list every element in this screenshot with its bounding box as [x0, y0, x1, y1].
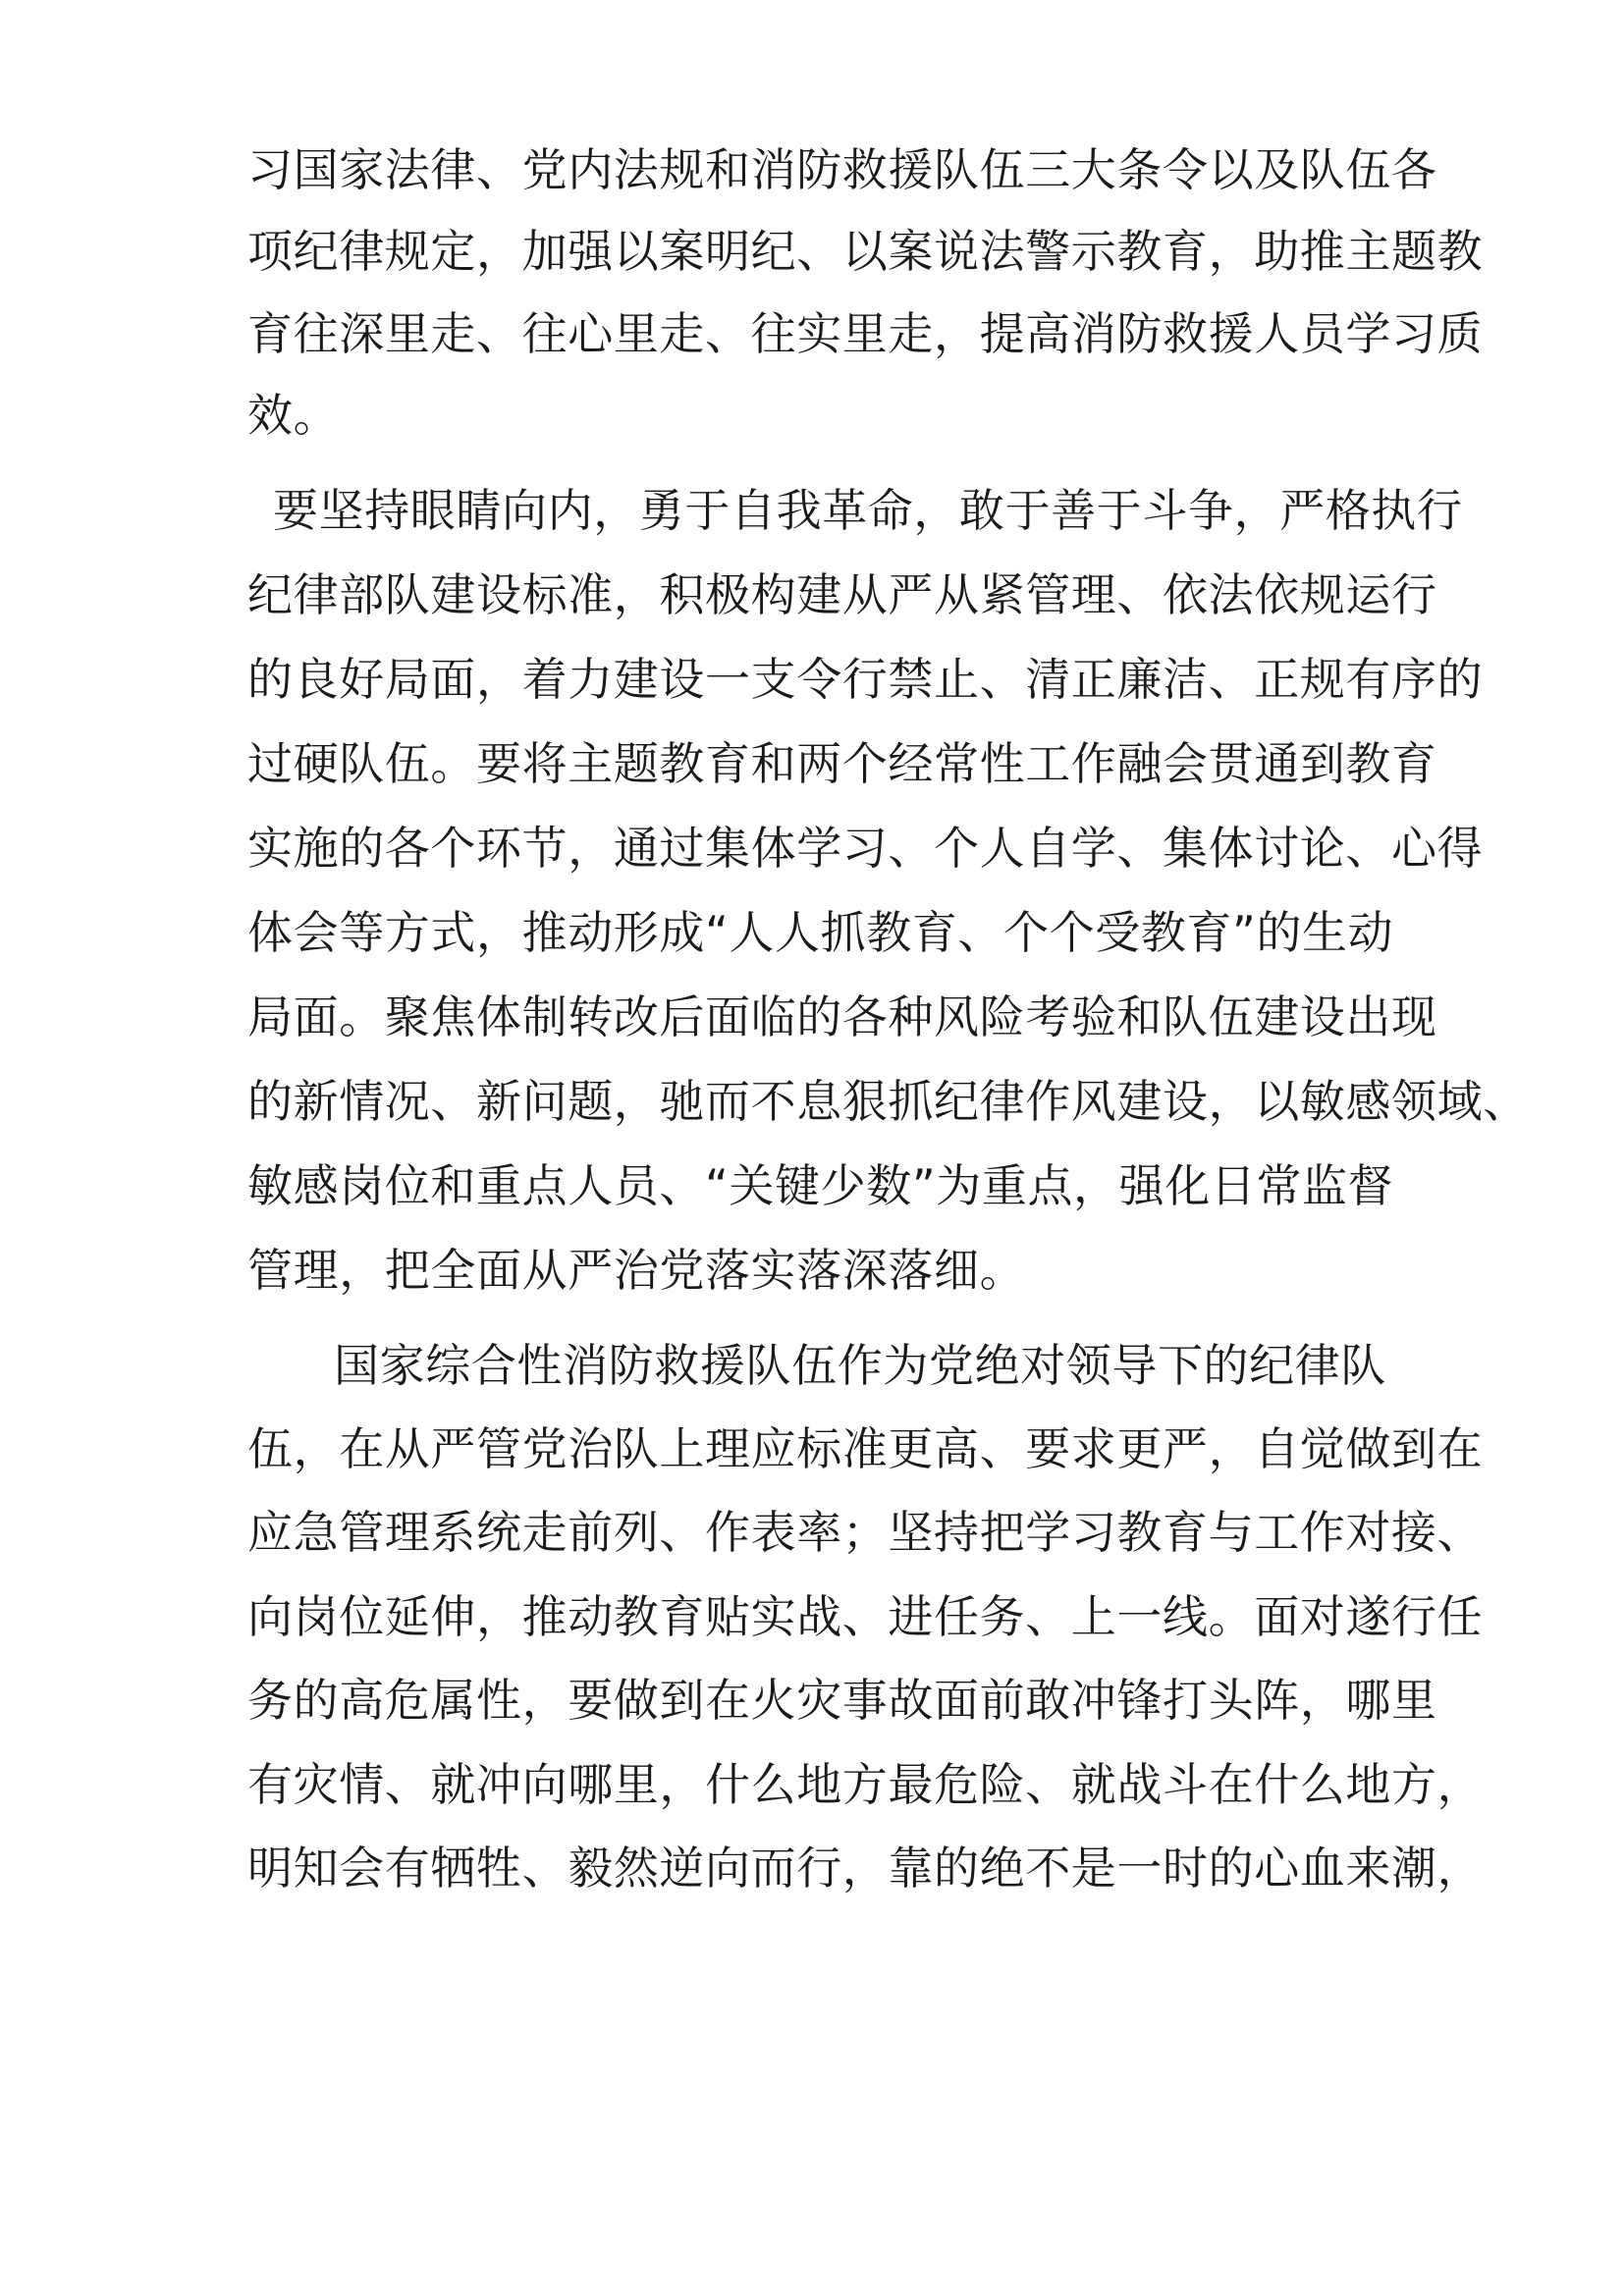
paragraph-2-line-2: 纪律部队建设标准，积极构建从严从紧管理、依法依规运行 [247, 568, 1437, 621]
paragraph-2-line-4: 过硬队伍。要将主题教育和两个经常性工作融会贯通到教育 [247, 737, 1437, 790]
paragraph-2-line-7: 局面。聚焦体制转改后面临的各种风险考验和队伍建设出现 [247, 990, 1437, 1043]
paragraph-1-line-1: 习国家法律、党内法规和消防救援队伍三大条令以及队伍各 [247, 143, 1437, 196]
paragraph-2-line-5: 实施的各个环节，通过集体学习、个人自学、集体讨论、心得 [247, 822, 1484, 875]
paragraph-3-line-6: 有灾情、就冲向哪里，什么地方最危险、就战斗在什么地方， [247, 1758, 1484, 1811]
paragraph-2-line-6: 体会等方式，推动形成“人人抓教育、个个受教育”的生动 [247, 906, 1394, 959]
paragraph-2-line-3: 的良好局面，着力建设一支令行禁止、清正廉洁、正规有序的 [247, 653, 1484, 706]
paragraph-1-line-2: 项纪律规定，加强以案明纪、以案说法警示教育，助推主题教 [247, 225, 1484, 278]
paragraph-1-line-4: 效。 [247, 389, 340, 442]
paragraph-3-line-3: 应急管理系统走前列、作表率；坚持把学习教育与工作对接、 [247, 1506, 1484, 1559]
paragraph-2-line-10: 管理，把全面从严治党落实落深落细。 [247, 1244, 1026, 1297]
paragraph-3-line-1: 国家综合性消防救援队伍作为党绝对领导下的纪律队 [334, 1339, 1386, 1392]
paragraph-2-line-8: 的新情况、新问题，驰而不息狠抓纪律作风建设，以敏感领域、 [247, 1075, 1529, 1128]
paragraph-2-line-1: 要坚持眼睛向内，勇于自我革命，敢于善于斗争，严格执行 [273, 484, 1463, 537]
paragraph-1-line-3: 育往深里走、往心里走、往实里走，提高消防救援人员学习质 [247, 307, 1484, 360]
paragraph-3-line-4: 向岗位延伸，推动教育贴实战、进任务、上一线。面对遂行任 [247, 1590, 1484, 1643]
paragraph-3-line-7: 明知会有牺牲、毅然逆向而行，靠的绝不是一时的心血来潮， [247, 1842, 1484, 1895]
paragraph-3-line-2: 伍，在从严管党治队上理应标准更高、要求更严，自觉做到在 [247, 1422, 1484, 1475]
paragraph-3-line-5: 务的高危属性，要做到在火灾事故面前敢冲锋打头阵，哪里 [247, 1674, 1437, 1727]
paragraph-2-line-9: 敏感岗位和重点人员、“关键少数”为重点，强化日常监督 [247, 1159, 1394, 1212]
